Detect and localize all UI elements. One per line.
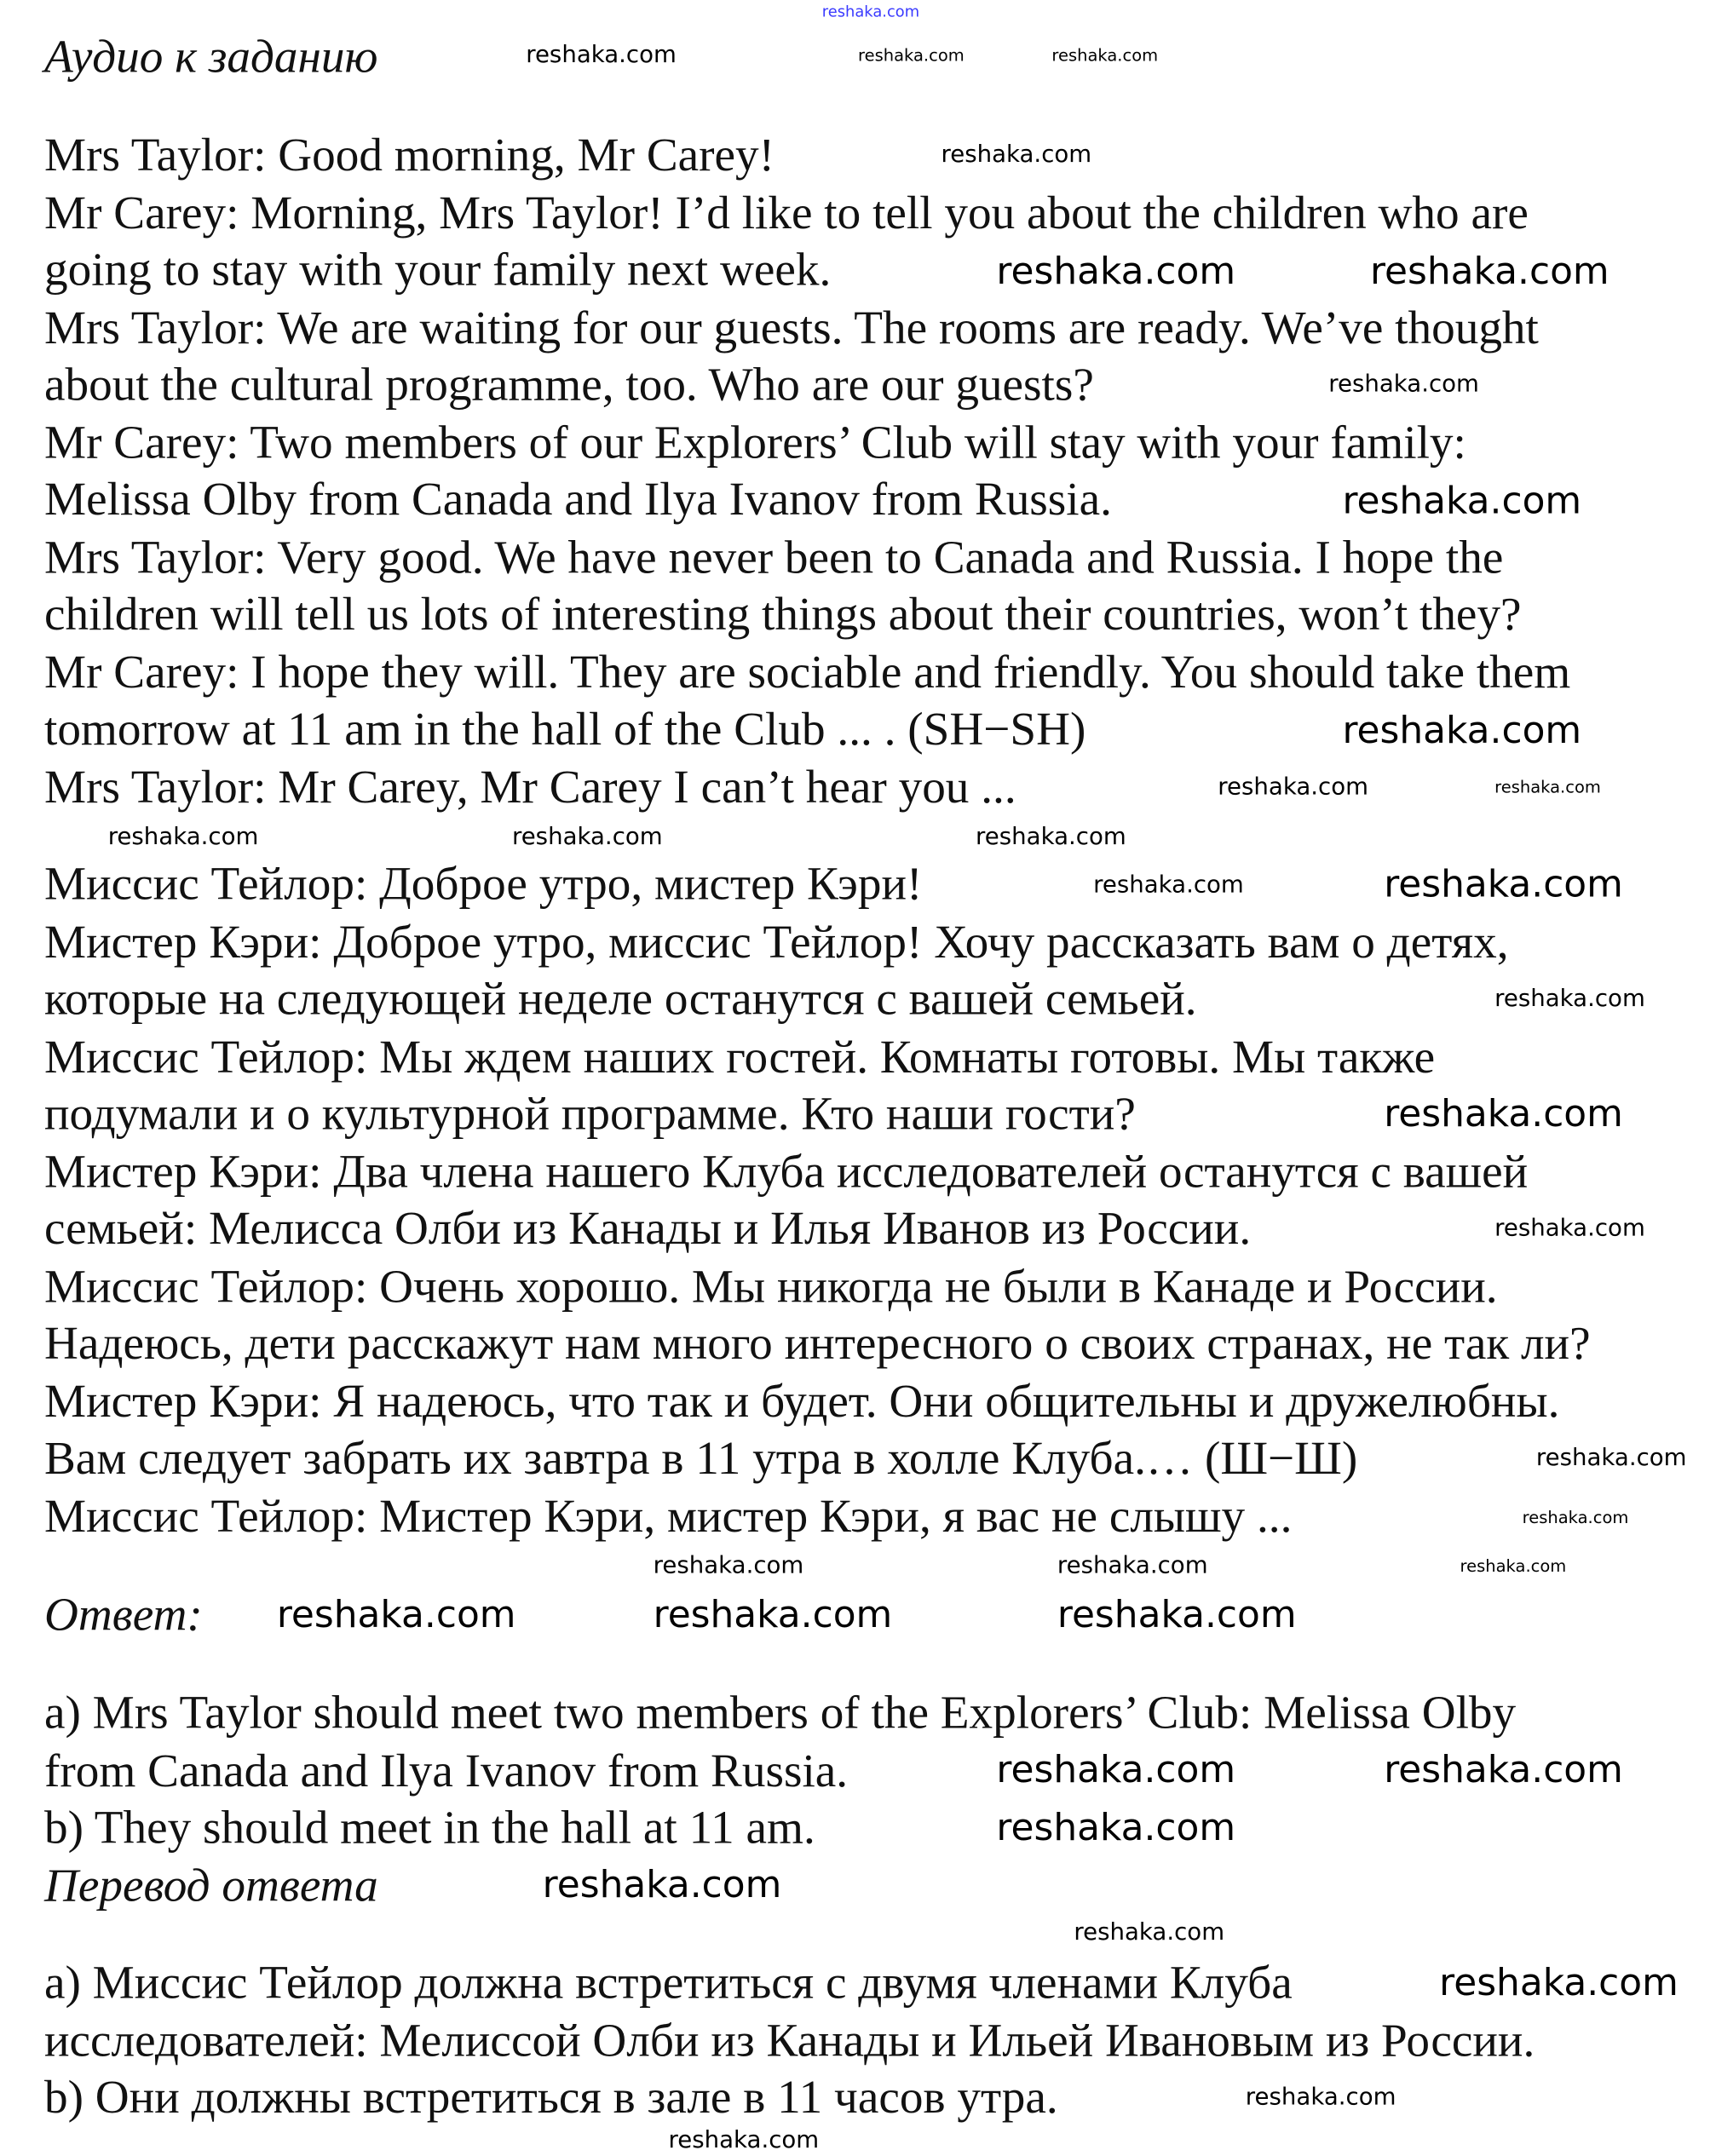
watermark: reshaka.com — [1057, 1594, 1297, 1637]
watermark: reshaka.com — [976, 823, 1126, 851]
dialogue-line: подумали и о культурной программе. Кто наши гости? — [43, 1089, 1136, 1141]
dialogue-line: Миссис Тейлор: Очень хорошо. Мы никогда не были в Канаде и России. — [43, 1261, 1498, 1313]
dialogue-line: Надеюсь, дети расскажут нам много интересного о своих странах, не так ли? — [43, 1318, 1591, 1370]
watermark: reshaka.com — [1535, 1444, 1687, 1473]
dialogue-line: Мистер Кэри: Доброе утро, миссис Тейлор! Хочу рассказать вам о детях, — [43, 917, 1509, 969]
dialogue-line: Миссис Тейлор: Мы ждем наших гостей. Комнаты готовы. Мы также — [43, 1031, 1436, 1083]
dialogue-line: going to stay with your family next week. — [43, 244, 832, 296]
dialogue-line: которые на следующей неделе останутся с вашей семьей. — [43, 974, 1197, 1026]
watermark: reshaka.com — [1369, 250, 1609, 294]
dialogue-line: Mrs Taylor: Mr Carey, Mr Carey I can’t hear you ... — [43, 762, 1016, 814]
dialogue-line: Mr Carey: I hope they will. They are sociable and friendly. You should take them — [43, 647, 1571, 699]
translation-line: исследователей: Мелиссой Олби из Канады и Ильей Ивановым из России. — [43, 2015, 1535, 2067]
watermark: reshaka.com — [1384, 1748, 1623, 1792]
watermark: reshaka.com — [1328, 371, 1479, 399]
watermark: reshaka.com — [653, 1552, 804, 1580]
watermark: reshaka.com — [526, 41, 677, 70]
dialogue-line: Вам следует забрать их завтра в 11 утра в холле Клуба.… (Ш−Ш) — [43, 1433, 1358, 1485]
watermark: reshaka.com — [1057, 1552, 1208, 1580]
dialogue-line: tomorrow at 11 am in the hall of the Club ... . (SH−SH) — [43, 704, 1086, 756]
dialogue-line: Mr Carey: Two members of our Explorers’ Club will stay with your family: — [43, 417, 1466, 469]
dialogue-line: Миссис Тейлор: Мистер Кэри, мистер Кэри, я вас не слышу ... — [43, 1491, 1293, 1543]
watermark: reshaka.com — [1384, 1093, 1623, 1136]
watermark: reshaka.com — [1384, 863, 1623, 906]
watermark: reshaka.com — [1074, 1918, 1225, 1947]
watermark: reshaka.com — [1522, 1508, 1629, 1528]
watermark: reshaka.com — [1051, 45, 1159, 66]
watermark: reshaka.com — [276, 1594, 516, 1637]
watermark: reshaka.com — [1342, 710, 1582, 753]
dialogue-line: Mrs Taylor: Good morning, Mr Carey! — [43, 129, 775, 181]
russian-dialogue — [44, 856, 1591, 1545]
watermark: reshaka.com — [1494, 985, 1645, 1013]
watermark: reshaka.com — [1494, 1215, 1645, 1243]
translation-line: a) Миссис Тейлор должна встретиться с двумя членами Клуба — [43, 1958, 1293, 2009]
dialogue-line: семьей: Мелисса Олби из Канады и Илья Иванов из России. — [43, 1204, 1252, 1256]
watermark: reshaka.com — [941, 141, 1092, 170]
document-title: Аудио к заданию — [43, 32, 378, 83]
watermark: reshaka.com — [1494, 777, 1601, 797]
watermark: reshaka.com — [996, 1748, 1236, 1792]
watermark: reshaka.com — [1460, 1556, 1567, 1576]
dialogue-line: children will tell us lots of interesting things about their countries, won’t they? — [43, 589, 1522, 641]
watermark: reshaka.com — [511, 823, 663, 851]
watermark: reshaka.com — [996, 250, 1236, 294]
dialogue-line: Melissa Olby from Canada and Ilya Ivanov from Russia. — [43, 474, 1112, 526]
watermark: reshaka.com — [1245, 2084, 1396, 2112]
dialogue-line: Мистер Кэри: Я надеюсь, что так и будет. Они общительны и дружелюбны. — [43, 1376, 1560, 1428]
dialogue-line: Миссис Тейлор: Доброе утро, мистер Кэри! — [43, 859, 923, 911]
watermark: reshaka.com — [107, 823, 259, 851]
answer-line: from Canada and Ilya Ivanov from Russia. — [43, 1745, 849, 1797]
answer-line: b) They should meet in the hall at 11 am. — [43, 1802, 815, 1854]
watermark: reshaka.com — [1218, 773, 1369, 802]
dialogue-line: about the cultural programme, too. Who are our guests? — [43, 359, 1094, 411]
watermark: reshaka.com — [996, 1807, 1236, 1850]
answer-line: a) Mrs Taylor should meet two members of the Explorers’ Club: Melissa Olby — [43, 1687, 1517, 1739]
answer-heading: Ответ: — [43, 1590, 203, 1641]
translation-heading: Перевод ответа — [43, 1860, 378, 1912]
watermark: reshaka.com — [858, 45, 965, 66]
translation-line: b) Они должны встретиться в зале в 11 часов утра. — [43, 2073, 1058, 2124]
watermark: reshaka.com — [653, 1594, 893, 1637]
watermark: reshaka.com — [1093, 871, 1244, 900]
watermark: reshaka.com — [821, 3, 920, 21]
watermark: reshaka.com — [542, 1863, 782, 1907]
dialogue-line: Mrs Taylor: We are waiting for our guests. The rooms are ready. We’ve thought — [43, 302, 1539, 354]
watermark: reshaka.com — [1439, 1962, 1679, 2005]
dialogue-line: Mr Carey: Morning, Mrs Taylor! I’d like to tell you about the children who are — [43, 187, 1529, 239]
dialogue-line: Мистер Кэри: Два члена нашего Клуба исследователей останутся с вашей — [43, 1146, 1529, 1198]
watermark: reshaka.com — [1342, 480, 1582, 523]
watermark: reshaka.com — [668, 2126, 820, 2154]
dialogue-line: Mrs Taylor: Very good. We have never been to Canada and Russia. I hope the — [43, 532, 1504, 584]
